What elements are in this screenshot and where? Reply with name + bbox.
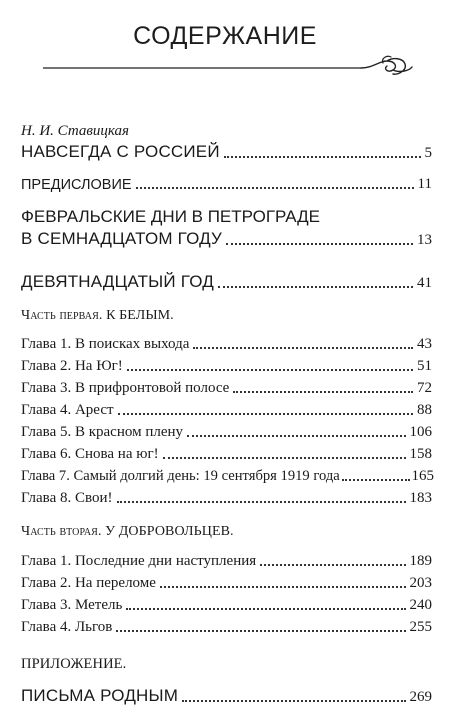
chapter-label: Глава 8. Свои! [21,490,113,506]
dot-leader [260,564,405,566]
chapter-entry[interactable] [21,575,432,592]
part-one-heading [21,308,174,324]
page-number: 106 [409,424,432,440]
page-number: 13 [417,232,432,248]
toc-entry-nineteenth[interactable] [21,272,432,292]
dot-leader [218,286,413,288]
chapter-label: Глава 4. Льгов [21,619,113,635]
chapter-label: Глава 3. В прифронтовой полосе [21,380,230,396]
page-number: 189 [409,553,432,569]
dot-leader [233,391,413,393]
chapter-label: Глава 5. В красном плену [21,424,184,440]
page-number: 41 [417,275,432,291]
part-two-heading [21,524,234,540]
toc-entry-february-line1[interactable]: ФЕВРАЛЬСКИЕ ДНИ В ПЕТРОГРАДЕ [21,207,321,226]
page-number: 255 [409,619,432,635]
page-number: 240 [409,597,432,613]
dot-leader [127,369,413,371]
page-number: 43 [417,336,432,352]
toc-entry-february[interactable] [21,229,432,249]
toc-entry-label: В СЕМНАДЦАТОМ ГОДУ [21,229,223,248]
dot-leader [182,700,405,702]
dot-leader [193,347,413,349]
page-number: 203 [409,575,432,591]
dot-leader [136,187,414,189]
chapter-label: Глава 7. Самый долгий день: 19 сентября 1919 года [21,468,340,484]
dot-leader [187,435,405,437]
chapter-label: Глава 6. Снова на юг! [21,446,159,462]
chapter-label: Глава 1. Последние дни наступления [21,553,257,569]
toc-entry-label: ПИСЬМА РОДНЫМ [21,686,179,705]
page-number: 5 [424,145,432,161]
part-title: У ДОБРОВОЛЬЦЕВ. [105,524,234,539]
appendix-heading: ПРИЛОЖЕНИЕ. [21,656,127,672]
chapter-entry[interactable] [21,553,432,570]
chapter-entry[interactable] [21,336,432,353]
dot-leader [226,243,413,245]
chapter-entry[interactable] [21,380,432,397]
chapter-label: Глава 2. На переломе [21,575,156,591]
chapter-entry[interactable] [21,468,434,485]
chapter-entry[interactable] [21,446,432,463]
toc-entry-label: ПРЕДИСЛОВИЕ [21,177,132,193]
dot-leader [342,479,410,481]
author-name: Н. И. Ставицкая [21,123,130,139]
page-number: 51 [417,358,432,374]
toc-entry-preface[interactable] [21,176,432,193]
dot-leader [126,608,405,610]
chapter-entry[interactable] [21,490,432,507]
chapter-entry[interactable] [21,619,432,636]
chapter-label: Глава 3. Метель [21,597,123,613]
part-prefix: Часть вторая. [21,524,102,539]
toc-entry-forever[interactable] [21,142,432,162]
chapter-label: Глава 1. В поисках выхода [21,336,190,352]
page-number: 72 [417,380,432,396]
dot-leader [117,501,406,503]
toc-entry-label: ДЕВЯТНАДЦАТЫЙ ГОД [21,272,214,291]
page-title: СОДЕРЖАНИЕ [133,22,317,50]
page-number: 269 [409,689,432,705]
page-number: 183 [409,490,432,506]
chapter-entry[interactable] [21,424,432,441]
chapter-entry[interactable] [21,597,432,614]
page-number: 88 [417,402,432,418]
ornament-divider [43,55,413,79]
dot-leader [224,156,421,158]
part-prefix: Часть первая. [21,308,103,323]
chapter-label: Глава 4. Арест [21,402,114,418]
dot-leader [163,457,406,459]
chapter-entry[interactable] [21,402,432,419]
page-number: 165 [411,468,434,484]
page-number: 11 [417,176,432,192]
part-title: К БЕЛЫМ. [106,308,174,323]
page-number: 158 [409,446,432,462]
toc-entry-letters[interactable] [21,686,432,706]
dot-leader [118,413,413,415]
chapter-entry[interactable] [21,358,432,375]
toc-entry-label: НАВСЕГДА С РОССИЕЙ [21,142,220,161]
dot-leader [160,586,406,588]
chapter-label: Глава 2. На Юг! [21,358,123,374]
dot-leader [116,630,405,632]
